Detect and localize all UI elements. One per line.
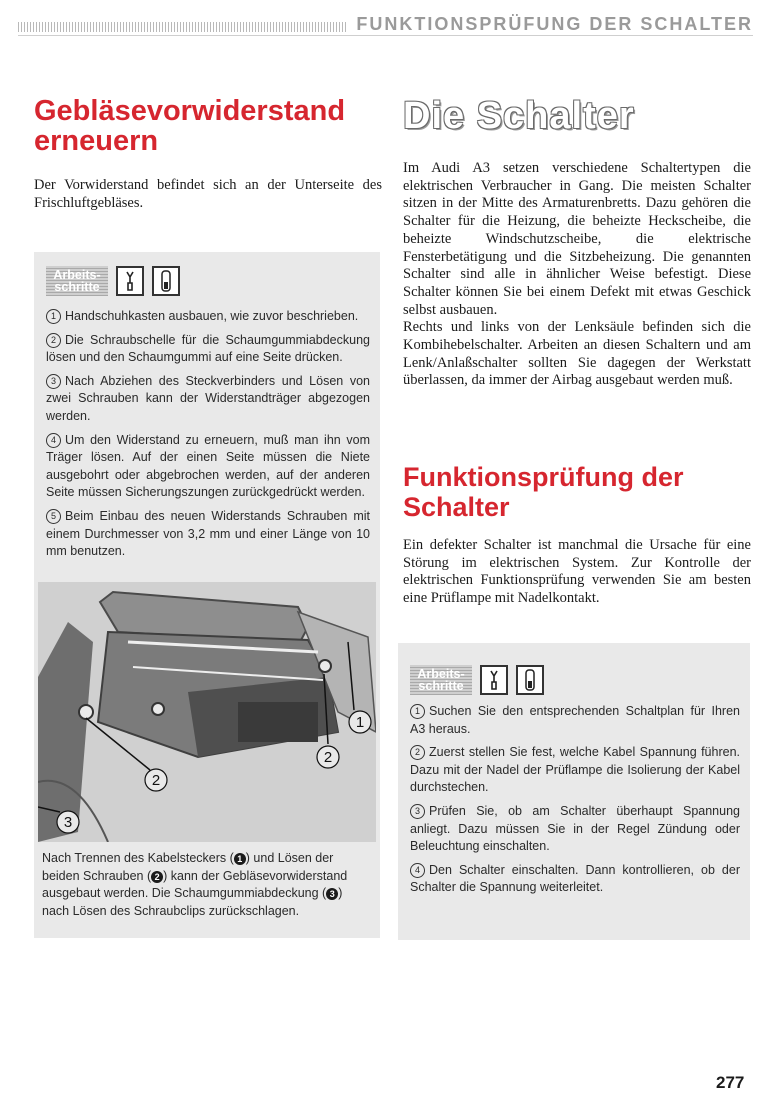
photo-label-2a: 2 bbox=[323, 749, 333, 766]
section-heading-switches: Die Schalter bbox=[403, 95, 635, 137]
step-item bbox=[410, 703, 740, 738]
caption-text: ) nach Lösen des Schraubclips zurückschlagen. bbox=[42, 886, 343, 918]
badge-label bbox=[410, 665, 472, 695]
intro-paragraph: Der Vorwiderstand befindet sich an der Unterseite des Frischluftgebläses. bbox=[34, 177, 382, 211]
running-header-title: FUNKTIONSPRÜFUNG DER SCHALTER bbox=[348, 14, 753, 35]
work-steps-badge bbox=[46, 266, 180, 296]
step-number: 4 bbox=[46, 433, 61, 448]
step-number: 1 bbox=[410, 704, 425, 719]
step-item bbox=[410, 803, 740, 856]
step-item bbox=[46, 308, 370, 326]
switches-body bbox=[403, 160, 751, 390]
step-text: Suchen Sie den entsprechenden Schaltplan für Ihren A3 heraus. bbox=[410, 704, 740, 736]
badge-label bbox=[46, 266, 108, 296]
steps-list-right bbox=[410, 703, 740, 903]
work-steps-badge bbox=[410, 665, 544, 695]
step-number: 2 bbox=[410, 745, 425, 760]
header-rule bbox=[18, 35, 753, 36]
caption-text: Nach Trennen des Kabelsteckers ( bbox=[42, 851, 234, 865]
photo-label-3: 3 bbox=[63, 814, 73, 831]
caption-text: ) und Lösen der beiden Schrauben ( bbox=[42, 851, 334, 883]
step-item bbox=[46, 432, 370, 502]
switches-paragraph-1: Im Audi A3 setzen verschiedene Schaltertypen die elektrischen Verbraucher in Gang. Die meisten Schalter sitzen in der Mitte des Armaturenbretts. Dazu gehören die Schalter für die Heizung, die beheizte Heckscheibe, die beheizte Windschutzscheibe, die elektrische Fensterbetätigung und die Sitzbeheizung. Die genannten Schalter sind alle in ähnlicher Weise befestigt. Diese Schalter können Sie bei einem Defekt mit etwas Geschick selbst ausbauen. bbox=[403, 160, 751, 318]
difficulty-gauge-icon bbox=[152, 266, 180, 296]
step-text: Handschuhkasten ausbauen, wie zuvor beschrieben. bbox=[65, 309, 359, 323]
steps-list-left bbox=[46, 308, 370, 567]
step-number: 5 bbox=[46, 509, 61, 524]
step-number: 2 bbox=[46, 333, 61, 348]
badge-line-2: schritte bbox=[418, 679, 464, 693]
badge-line-2: schritte bbox=[54, 280, 100, 294]
step-number: 4 bbox=[410, 863, 425, 878]
page-number: 277 bbox=[716, 1073, 745, 1092]
step-text: Nach Abziehen des Steckverbinders und Lösen von zwei Schrauben kann der Widerstandträger abgezogen werden. bbox=[46, 373, 370, 423]
step-number: 3 bbox=[46, 374, 61, 389]
caption-text: ) kann der Gebläsevorwiderstand ausgebaut werden. Die Schaumgummiabdeckung ( bbox=[42, 868, 348, 901]
photo-caption bbox=[42, 850, 372, 920]
blower-resistor-photo bbox=[38, 582, 376, 842]
screwdriver-icon bbox=[116, 266, 144, 296]
caption-marker-3: 3 bbox=[326, 888, 338, 900]
screwdriver-icon bbox=[480, 665, 508, 695]
step-item bbox=[46, 332, 370, 367]
switches-paragraph-2: Rechts und links von der Lenksäule befinden sich die Kombihebelschalter. Arbeiten an diesen Schaltern und am Lenk/Anlaßschalter sollten Sie dagegen der Werkstatt überlassen, da immer der Airbag ausgebaut werden muß. bbox=[403, 319, 751, 389]
step-text: Zuerst stellen Sie fest, welche Kabel Spannung führen. Dazu mit der Nadel der Prüflampe die Isolierung der Kabel durchstechen. bbox=[410, 745, 740, 795]
step-text: Beim Einbau des neuen Widerstands Schrauben mit einem Durchmesser von 3,2 mm und einer Länge von 10 mm benutzen. bbox=[46, 508, 370, 559]
caption-marker-1: 1 bbox=[234, 853, 246, 865]
badge-line-1: Arbeits- bbox=[417, 666, 465, 681]
photo-label-1: 1 bbox=[355, 714, 365, 731]
photo-label-2b: 2 bbox=[151, 772, 161, 789]
step-item bbox=[46, 508, 370, 561]
step-item bbox=[410, 862, 740, 897]
running-header bbox=[0, 14, 783, 36]
step-text: Den Schalter einschalten. Dann kontrollieren, ob der Schalter die Spannung weiterleitet. bbox=[410, 862, 740, 895]
step-text: Prüfen Sie, ob am Schalter überhaupt Spannung anliegt. Dazu müssen Sie in der Regel Zündung oder Beleuchtung einschalten. bbox=[410, 803, 740, 854]
work-steps-box-right bbox=[398, 643, 750, 940]
step-text: Um den Widerstand zu erneuern, muß man ihn vom Träger lösen. Auf der einen Seite müssen die Niete ausgebohrt oder abgebrochen werden, auf der anderen Seite müssen Sicherungszungen zurückgedrückt werden. bbox=[46, 432, 370, 500]
badge-line-1: Arbeits- bbox=[53, 267, 101, 282]
step-item bbox=[46, 373, 370, 426]
work-steps-box-left bbox=[34, 252, 380, 938]
caption-marker-2: 2 bbox=[151, 871, 163, 883]
step-number: 1 bbox=[46, 309, 61, 324]
difficulty-gauge-icon bbox=[516, 665, 544, 695]
function-test-paragraph: Ein defekter Schalter ist manchmal die Ursache für eine Störung im elektrischen System. Zur Kontrolle der elektrischen Funktionsprüfung verwenden Sie am besten eine Prüflampe mit Nadelkontakt. bbox=[403, 537, 751, 607]
step-text: Die Schraubschelle für die Schaumgummiabdeckung lösen und den Schaumgummi auf eine Seite drücken. bbox=[46, 332, 370, 365]
section-heading-blower-resistor: Gebläsevorwiderstand erneuern bbox=[34, 95, 346, 157]
step-item bbox=[410, 744, 740, 797]
step-number: 3 bbox=[410, 804, 425, 819]
section-heading-function-test: Funktionsprüfung der Schalter bbox=[403, 462, 684, 522]
